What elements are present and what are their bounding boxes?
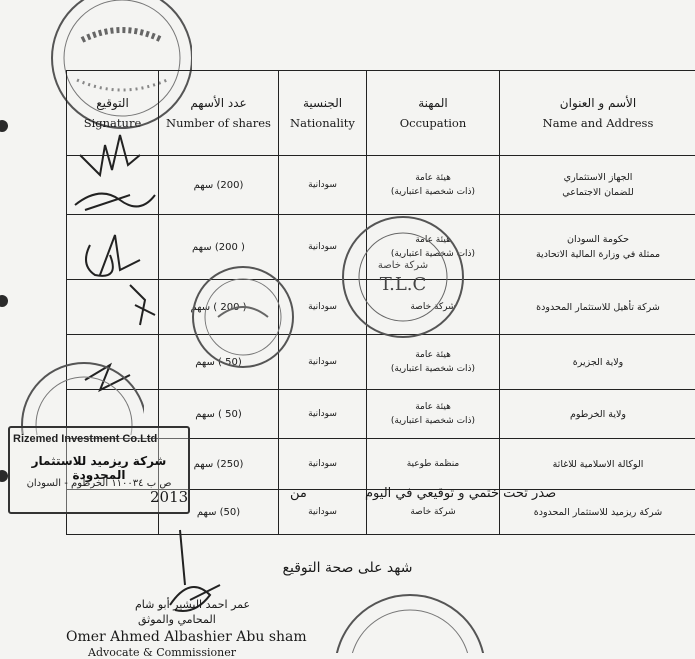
issue-from: من <box>290 486 307 501</box>
nationality-cell: سودانية <box>279 156 367 215</box>
table-row <box>67 156 695 215</box>
binder-ring <box>0 470 8 482</box>
advocate-name-arabic: عمر احمد البشير أبو شام <box>135 598 250 611</box>
table-header-row <box>67 71 695 156</box>
binder-ring <box>0 295 8 307</box>
occupation-cell: هيئة عامة (ذات شخصية اعتبارية) <box>367 390 500 439</box>
nationality-cell: سودانية <box>279 215 367 280</box>
nationality-cell: سودانية <box>279 280 367 335</box>
table-row <box>67 215 695 280</box>
company-stamp-arabic: شركة ريزميد للاستثمار المحدودة <box>10 454 188 482</box>
signature-cell <box>67 335 159 390</box>
name-cell: ولاية الجزيرة <box>500 335 695 390</box>
shares-cell: (50) سهم <box>159 490 279 535</box>
name-cell: شركة ريزميد للاستثمار المحدودة <box>500 490 695 535</box>
advocate-name-english: Omer Ahmed Albashier Abu sham <box>66 629 307 645</box>
occupation-cell: شركة خاصة <box>367 280 500 335</box>
shares-cell: (50 ) سهم <box>159 335 279 390</box>
nationality-cell: سودانية <box>279 335 367 390</box>
company-stamp-address: ص ب ١١٠٠٣٤ الخرطوم - السودان <box>10 478 188 489</box>
issue-year: 2013 <box>150 488 188 506</box>
nationality-cell: سودانية <box>279 490 367 535</box>
header-nationality: الجنسية Nationality <box>279 71 367 156</box>
issue-statement: صدر تحت ختمي و توقيعي في اليوم <box>365 486 556 501</box>
occupation-cell: منظمة طوعية <box>367 439 500 490</box>
nationality-cell: سودانية <box>279 390 367 439</box>
shares-cell: ( 200 ) سهم <box>159 280 279 335</box>
svg-text:T.L.C: T.L.C <box>380 274 427 295</box>
round-seal-bottom <box>330 585 490 653</box>
table-row <box>67 335 695 390</box>
binder-ring <box>0 120 8 132</box>
witness-heading: شهد على صحة التوقيع <box>0 560 695 576</box>
svg-text:شركة خاصة: شركة خاصة <box>378 260 428 271</box>
shares-cell: ( 200) سهم <box>159 215 279 280</box>
occupation-cell: هيئة عامة (ذات شخصية اعتبارية) <box>367 215 500 280</box>
signature-cell <box>67 156 159 215</box>
name-cell: حكومة السودان ممثلة في وزارة المالية الاتحادية <box>500 215 695 280</box>
signature-cell <box>67 280 159 335</box>
shares-cell: (200) سهم <box>159 156 279 215</box>
name-cell: الوكالة الاسلامية للاغاثة <box>500 439 695 490</box>
occupation-cell: هيئة عامة (ذات شخصية اعتبارية) <box>367 156 500 215</box>
shares-cell: (50 ) سهم <box>159 390 279 439</box>
table-row <box>67 280 695 335</box>
occupation-cell: هيئة عامة (ذات شخصية اعتبارية) <box>367 335 500 390</box>
header-shares: عدد الأسهم Number of shares <box>159 71 279 156</box>
name-cell: الجهاز الاستثماري للضمان الاجتماعي <box>500 156 695 215</box>
name-cell: شركة تأهيل للاستثمار المحدودة <box>500 280 695 335</box>
advocate-title-arabic: المحامي والموثق <box>138 613 216 626</box>
nationality-cell: سودانية <box>279 439 367 490</box>
header-name-address: الأسم و العنوان Name and Address <box>500 71 695 156</box>
header-signature: التوقيع Signature <box>67 71 159 156</box>
occupation-cell: شركة خاصة <box>367 490 500 535</box>
shares-cell: (250) سهم <box>159 439 279 490</box>
name-cell: ولاية الخرطوم <box>500 390 695 439</box>
advocate-title-english: Advocate & Commissioner <box>88 646 236 659</box>
signature-cell <box>67 215 159 280</box>
company-stamp-english: Rizemed Investment Co.Ltd <box>13 433 157 445</box>
header-occupation: المهنة Occupation <box>367 71 500 156</box>
